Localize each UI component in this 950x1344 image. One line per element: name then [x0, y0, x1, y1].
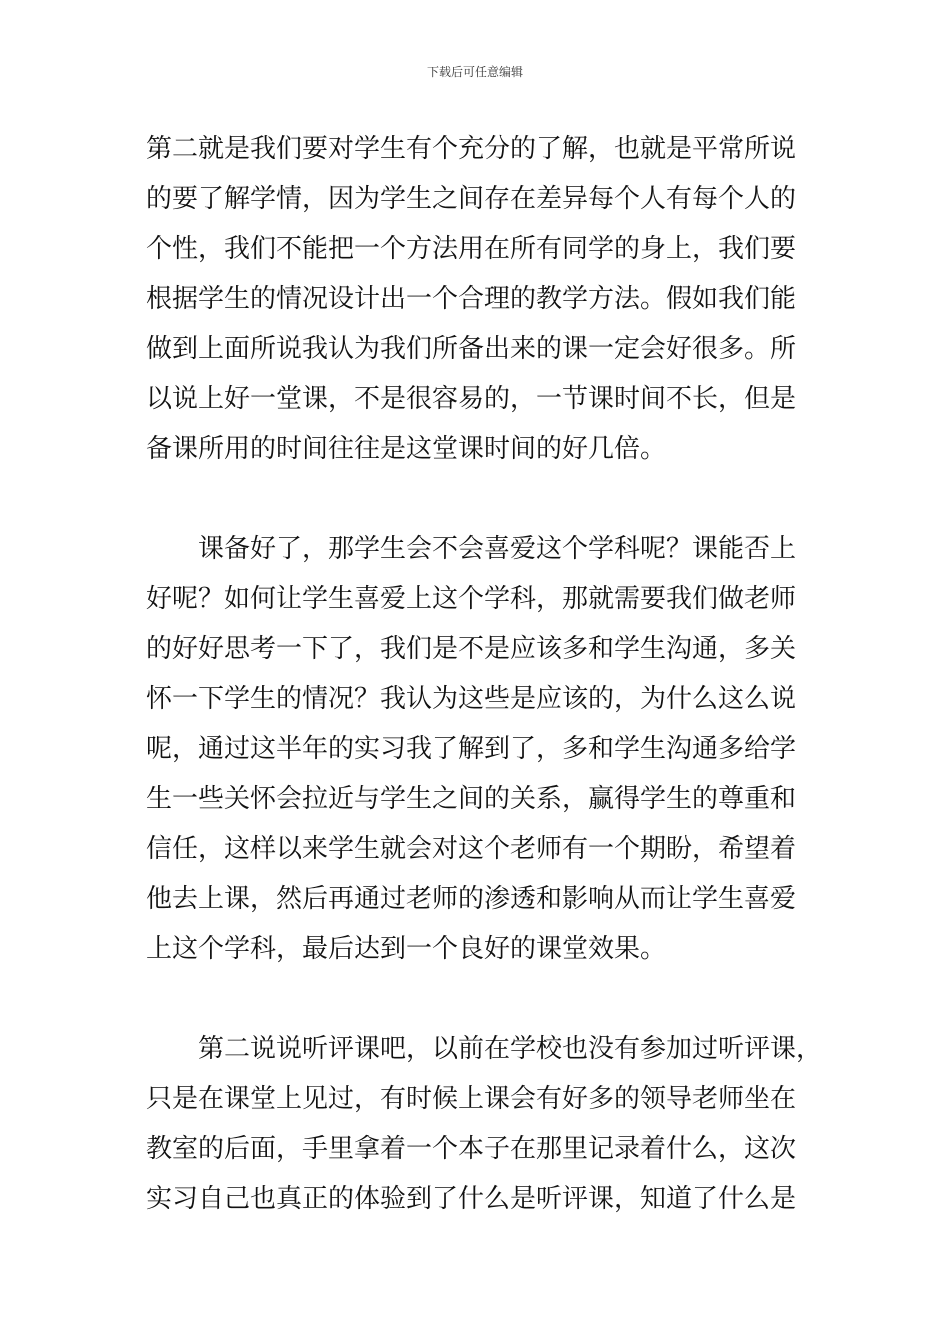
text-line: 根据学生的情况设计出一个合理的教学方法。假如我们能 — [146, 284, 797, 314]
paragraph-spacer — [146, 974, 808, 1024]
document-body — [146, 124, 823, 1224]
text-line: 备课所用的时间往往是这堂课时间的好几倍。 — [146, 434, 667, 464]
text-line: 呢，通过这半年的实习我了解到了，多和学生沟通多给学 — [146, 734, 797, 764]
text-line: 教室的后面，手里拿着一个本子在那里记录着什么，这次 — [146, 1134, 797, 1164]
paragraph-1 — [146, 124, 808, 474]
text-line: 第二说说听评课吧，以前在学校也没有参加过听评课， — [198, 1034, 823, 1064]
text-line: 个性，我们不能把一个方法用在所有同学的身上，我们要 — [146, 234, 797, 264]
text-line: 怀一下学生的情况？我认为这些是应该的，为什么这么说 — [146, 684, 797, 714]
page-header-note: 下载后可任意编辑 — [426, 65, 523, 79]
text-line: 做到上面所说我认为我们所备出来的课一定会好很多。所 — [146, 334, 797, 364]
text-line: 课备好了，那学生会不会喜爱这个学科呢？课能否上 — [198, 534, 797, 564]
text-line: 第二就是我们要对学生有个充分的了解，也就是平常所说 — [146, 134, 797, 164]
text-line: 的要了解学情，因为学生之间存在差异每个人有每个人的 — [146, 184, 797, 214]
text-line: 的好好思考一下了，我们是不是应该多和学生沟通，多关 — [146, 634, 797, 664]
text-line: 上这个学科，最后达到一个良好的课堂效果。 — [146, 934, 667, 964]
text-line: 生一些关怀会拉近与学生之间的关系，赢得学生的尊重和 — [146, 784, 797, 814]
text-line: 只是在课堂上见过，有时候上课会有好多的领导老师坐在 — [146, 1084, 797, 1114]
text-line: 以说上好一堂课，不是很容易的，一节课时间不长，但是 — [146, 384, 797, 414]
text-line: 他去上课，然后再通过老师的渗透和影响从而让学生喜爱 — [146, 884, 797, 914]
text-line: 实习自己也真正的体验到了什么是听评课，知道了什么是 — [146, 1184, 797, 1214]
paragraph-2 — [146, 524, 808, 974]
text-line: 好呢？如何让学生喜爱上这个学科，那就需要我们做老师 — [146, 584, 797, 614]
paragraph-spacer — [146, 474, 808, 524]
text-line: 信任，这样以来学生就会对这个老师有一个期盼，希望着 — [146, 834, 797, 864]
paragraph-3 — [146, 1024, 823, 1224]
